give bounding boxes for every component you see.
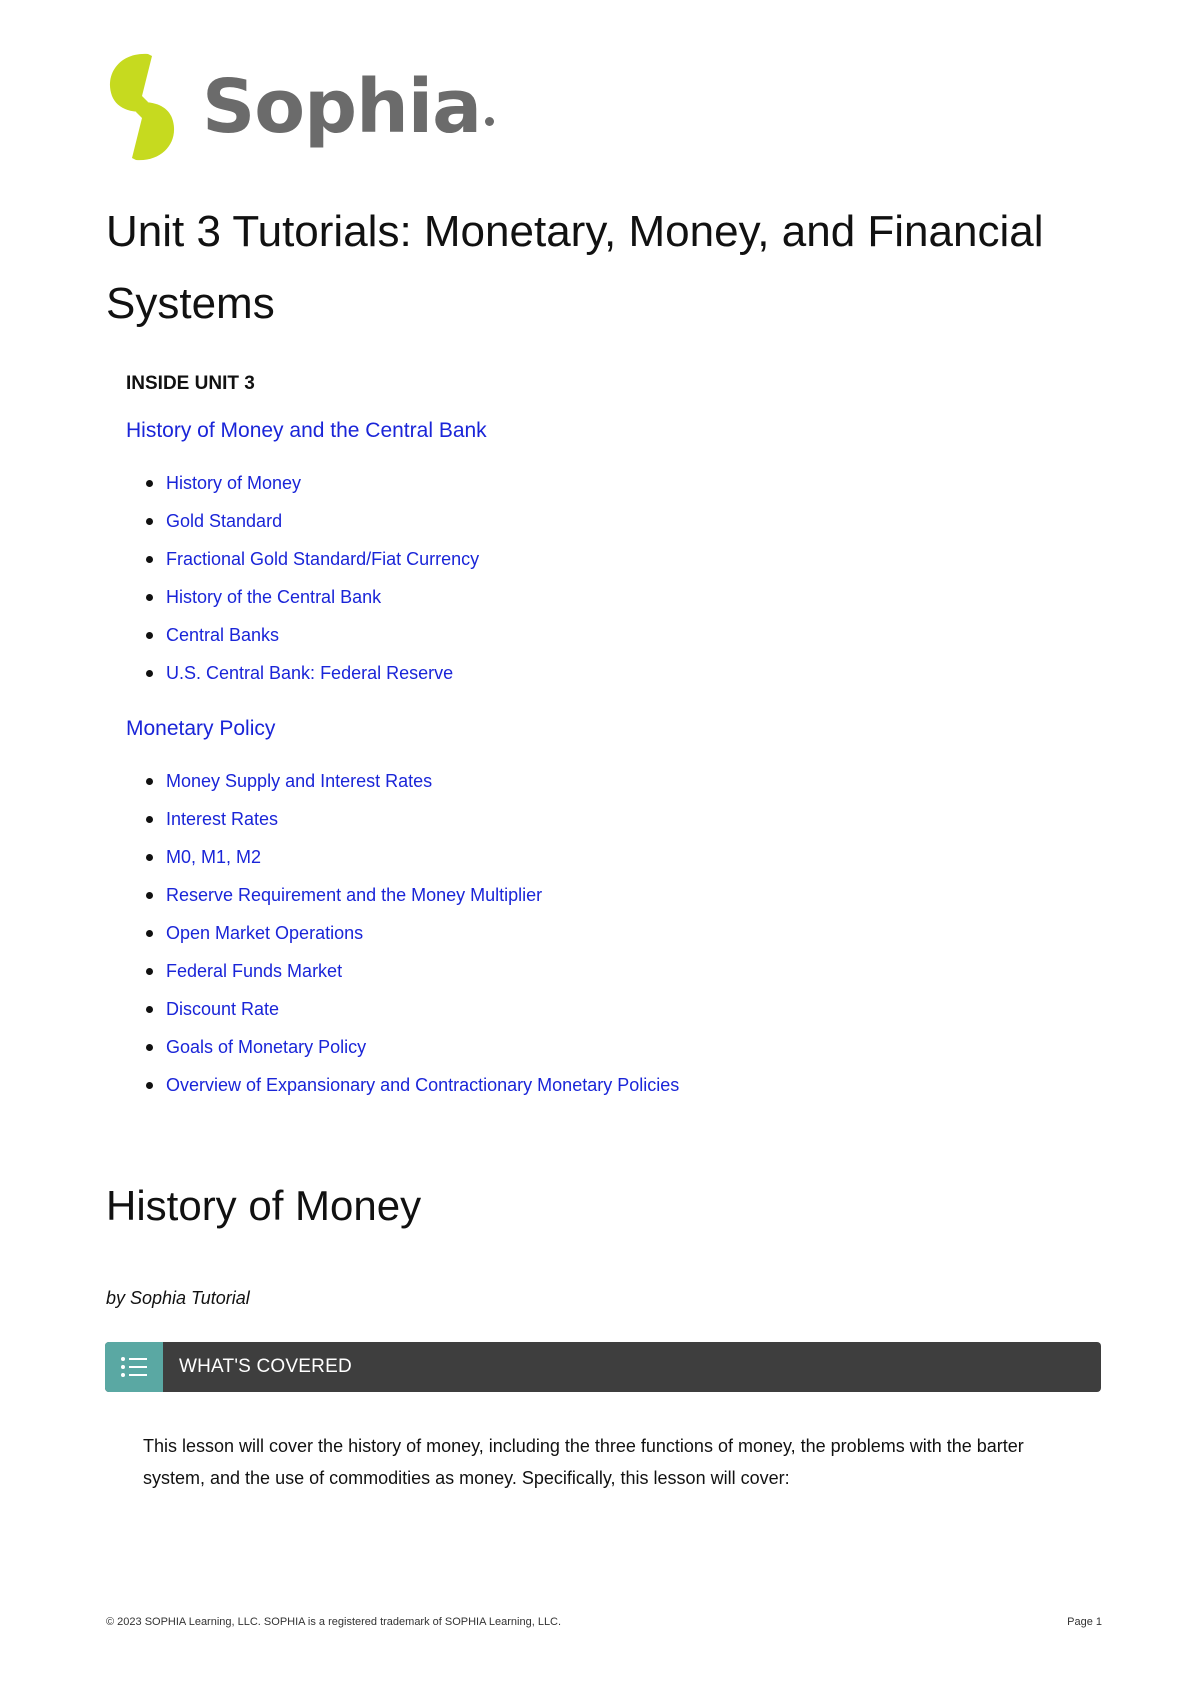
bullet-icon xyxy=(146,778,153,785)
sophia-logo-mark-icon xyxy=(102,52,182,162)
sophia-wordmark: Sophia xyxy=(202,64,482,150)
toc-link[interactable]: Interest Rates xyxy=(166,809,279,829)
unit-table-of-contents xyxy=(126,372,1026,1128)
list-item xyxy=(126,876,1026,914)
list-item xyxy=(126,578,1026,616)
list-item xyxy=(126,464,1026,502)
bullet-icon xyxy=(146,1044,153,1051)
wordmark-dot xyxy=(485,117,494,126)
whats-covered-label: WHAT'S COVERED xyxy=(179,1356,352,1377)
bullet-icon xyxy=(146,968,153,975)
list-item xyxy=(126,616,1026,654)
toc-link[interactable]: Fractional Gold Standard/Fiat Currency xyxy=(166,549,480,569)
toc-link[interactable]: Central Banks xyxy=(166,625,280,645)
lesson-title: History of Money xyxy=(106,1182,422,1229)
bullet-icon xyxy=(146,892,153,899)
bullet-icon xyxy=(146,816,153,823)
bullet-icon xyxy=(146,518,153,525)
bullet-icon xyxy=(146,632,153,639)
toc-link[interactable]: U.S. Central Bank: Federal Reserve xyxy=(166,663,454,683)
list-item xyxy=(126,654,1026,692)
lesson-byline: by Sophia Tutorial xyxy=(106,1288,250,1308)
toc-link[interactable]: Overview of Expansionary and Contractionary Monetary Policies xyxy=(166,1075,680,1095)
page-number: Page 1 xyxy=(1067,1616,1102,1628)
list-icon xyxy=(105,1342,163,1392)
toc-link[interactable]: History of Money xyxy=(166,473,302,493)
toc-link[interactable]: M0, M1, M2 xyxy=(166,847,262,867)
bullet-icon xyxy=(146,1082,153,1089)
toc-heading: INSIDE UNIT 3 xyxy=(126,373,255,394)
toc-section-link[interactable]: History of Money and the Central Bank xyxy=(126,419,487,442)
list-item xyxy=(126,800,1026,838)
toc-link[interactable]: Gold Standard xyxy=(166,511,283,531)
toc-link[interactable]: Discount Rate xyxy=(166,999,280,1019)
list-item xyxy=(126,838,1026,876)
bullet-icon xyxy=(146,480,153,487)
toc-link[interactable]: Money Supply and Interest Rates xyxy=(166,771,433,791)
toc-list xyxy=(126,464,1026,692)
toc-list xyxy=(126,762,1026,1104)
bullet-icon xyxy=(146,854,153,861)
toc-section-link[interactable]: Monetary Policy xyxy=(126,717,276,740)
toc-link[interactable]: Goals of Monetary Policy xyxy=(166,1037,367,1057)
page-title: Unit 3 Tutorials: Monetary, Money, and Financial Systems xyxy=(106,207,1044,328)
list-item xyxy=(126,914,1026,952)
bullet-icon xyxy=(146,556,153,563)
toc-link[interactable]: Federal Funds Market xyxy=(166,961,343,981)
bullet-icon xyxy=(146,670,153,677)
list-item xyxy=(126,1028,1026,1066)
toc-link[interactable]: Open Market Operations xyxy=(166,923,364,943)
bullet-icon xyxy=(146,930,153,937)
list-item xyxy=(126,952,1026,990)
list-item xyxy=(126,1066,1026,1104)
bullet-icon xyxy=(146,1006,153,1013)
list-item xyxy=(126,990,1026,1028)
footer-copyright: © 2023 SOPHIA Learning, LLC. SOPHIA is a registered trademark of SOPHIA Learning, LLC. xyxy=(106,1616,562,1628)
list-item xyxy=(126,502,1026,540)
sophia-logo xyxy=(102,52,494,162)
bullet-icon xyxy=(146,594,153,601)
list-item xyxy=(126,762,1026,800)
lesson-intro-text: This lesson will cover the history of money, including the three functions of money, the problems with the barter system, and the use of commodities as money. Specifically, this lesson will cover: xyxy=(143,1436,1024,1488)
toc-link[interactable]: Reserve Requirement and the Money Multiplier xyxy=(166,885,543,905)
whats-covered-bar xyxy=(105,1342,1101,1392)
toc-link[interactable]: History of the Central Bank xyxy=(166,587,382,607)
list-item xyxy=(126,540,1026,578)
